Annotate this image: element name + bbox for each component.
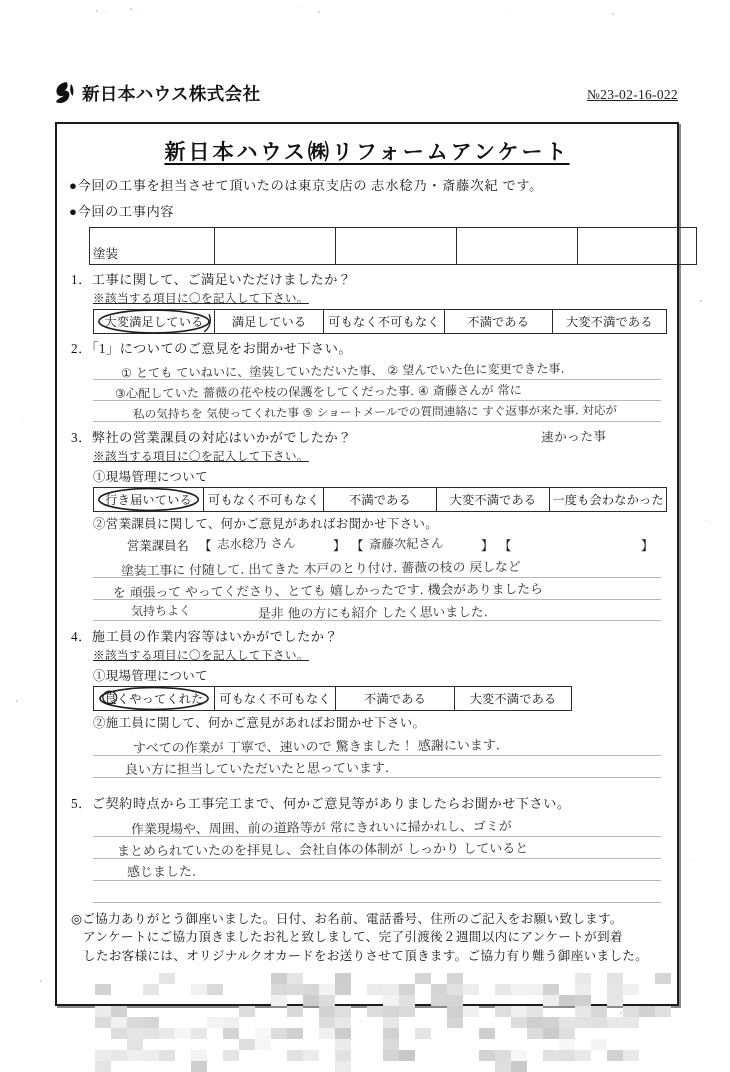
redaction-block <box>479 1028 495 1039</box>
table-row <box>90 228 697 265</box>
staff-bracket-close-3: 】 <box>641 539 654 553</box>
q1-option-0-label: 大変満足している <box>104 315 204 329</box>
redaction-block <box>111 1028 127 1039</box>
redaction-block <box>543 1050 559 1061</box>
redaction-block <box>367 1006 383 1017</box>
staff-bracket-open-3: 【 <box>499 539 512 553</box>
question-3-answer-area[interactable] <box>93 556 661 622</box>
redaction-block <box>335 984 351 995</box>
q1-option-2[interactable]: 可もなく不可もなく <box>324 310 444 334</box>
redaction-block <box>399 984 415 995</box>
q3-option-0[interactable] <box>94 488 204 512</box>
redaction-block <box>367 984 383 995</box>
staff-name-field-row <box>93 534 667 556</box>
question-5-answer-line-1: 作業現場や、周囲、前の道路等が 常にきれいに掃かれし、ゴミが <box>130 819 512 838</box>
redaction-block <box>495 984 511 995</box>
scan-speckle <box>300 6 301 7</box>
redaction-block <box>287 1050 303 1061</box>
scan-speckle <box>22 420 23 421</box>
redaction-block <box>111 1006 127 1017</box>
redaction-block <box>319 995 335 1006</box>
redaction-block <box>95 1050 111 1061</box>
redaction-block <box>383 1050 399 1061</box>
redaction-block <box>143 1028 159 1039</box>
question-3-answer-line-2: を 頑張って やってくださり、とても 嬉しかったです. 機会がありましたら <box>112 582 543 601</box>
footer-line-2: アンケートにご協力頂きましたお礼と致しまして、完了引渡後２週間以内にアンケートが到着 <box>83 930 623 945</box>
q1-option-3[interactable]: 不満である <box>444 310 552 334</box>
redaction-block <box>607 995 623 1006</box>
staff-bracket-open-2: 【 <box>351 539 364 553</box>
redaction-block <box>239 1006 255 1017</box>
work-content-label: ●今回の工事内容 <box>69 204 175 219</box>
redaction-block <box>559 995 575 1006</box>
redaction-block <box>111 1050 127 1061</box>
redaction-block <box>111 1017 127 1028</box>
intro-staff-names: 志水稔乃・斎藤次紀 <box>371 178 499 193</box>
survey-sheet <box>55 122 679 1006</box>
redaction-block <box>559 1028 575 1039</box>
question-4-answer-line-1: すべての作業が 丁寧で、速いので 驚きました！ 感謝にいます. <box>132 738 501 757</box>
redaction-block <box>95 1006 111 1017</box>
redaction-block <box>511 1050 527 1061</box>
redaction-block <box>511 984 527 995</box>
redaction-block <box>319 1017 335 1028</box>
footer-note <box>71 910 667 965</box>
redaction-block <box>335 1017 351 1028</box>
work-content-cell-1[interactable] <box>215 228 336 265</box>
redaction-block <box>335 1028 351 1039</box>
scan-speckle <box>130 8 132 10</box>
scan-speckle <box>40 980 42 982</box>
redaction-block <box>95 1061 111 1072</box>
question-3-note: ※該当する項目に〇を記入して下さい。 <box>93 450 309 463</box>
q3-option-4[interactable]: 一度も会わなかった <box>550 488 667 512</box>
q4-option-0-label: 良くやってくれた <box>104 692 204 706</box>
redaction-block <box>383 1039 399 1050</box>
redaction-block <box>575 995 591 1006</box>
question-5-answer-line-2: まとめられていたのを拝見し、会社自体の体制が しっかり していると <box>116 841 529 860</box>
redaction-block <box>175 1028 191 1039</box>
redaction-block <box>543 995 559 1006</box>
redaction-block <box>319 1028 335 1039</box>
redaction-block <box>511 1017 527 1028</box>
redaction-block <box>287 973 303 984</box>
redaction-block <box>223 1050 239 1061</box>
scan-speckle <box>318 11 320 13</box>
redaction-block <box>543 984 559 995</box>
redaction-block <box>575 1017 591 1028</box>
redaction-block <box>159 973 175 984</box>
redaction-block <box>383 1028 399 1039</box>
scan-speckle <box>690 860 691 861</box>
question-3-answer-note: 気持ちよく <box>130 603 192 619</box>
scan-speckle <box>510 9 511 10</box>
question-4-answer-line-2: 良い方に担当していただいたと思っています. <box>124 761 390 778</box>
question-2-answer-line-1: ① とても ていねいに、塗装していただいた事、 ② 望んでいた色に変更できた事. <box>120 361 565 381</box>
redaction-block <box>95 984 111 995</box>
personal-information-redacted <box>95 973 667 1065</box>
redaction-block <box>415 973 431 984</box>
work-content-table <box>89 227 697 265</box>
redaction-block <box>463 1006 479 1017</box>
redaction-block <box>303 984 319 995</box>
redaction-block <box>399 995 415 1006</box>
redaction-block <box>591 1017 607 1028</box>
redaction-block <box>383 984 399 995</box>
redaction-block <box>287 1028 303 1039</box>
table-row <box>94 687 572 711</box>
redaction-block <box>623 1006 639 1017</box>
redaction-block <box>607 1050 623 1061</box>
redaction-block <box>239 1039 255 1050</box>
q3-option-2[interactable]: 不満である <box>324 488 436 512</box>
company-swirl-logo-icon <box>52 80 78 106</box>
redaction-block <box>143 1050 159 1061</box>
redaction-block <box>127 1039 143 1050</box>
redaction-block <box>223 1028 239 1039</box>
redaction-block <box>303 1050 319 1061</box>
redaction-block <box>127 1017 143 1028</box>
redaction-block <box>655 1006 671 1017</box>
redaction-block <box>575 1006 591 1017</box>
q4-option-3[interactable]: 大変不満である <box>455 687 572 711</box>
redaction-block <box>479 1050 495 1061</box>
question-2-answer-area[interactable] <box>93 359 661 423</box>
redaction-block <box>607 973 623 984</box>
redaction-block <box>447 973 463 984</box>
redaction-block <box>95 1017 111 1028</box>
redaction-block <box>527 984 543 995</box>
question-1-scale <box>93 309 667 334</box>
redaction-block <box>127 1050 143 1061</box>
redaction-block <box>287 984 303 995</box>
question-2-answer-line-2: ③心配していた 薔薇の花や枝の保護をしてくだった事. ④ 斎藤さんが 常に <box>114 383 522 401</box>
scan-speckle <box>612 13 614 15</box>
q4-option-2[interactable]: 不満である <box>336 687 455 711</box>
question-4-text: 4．施工員の作業内容等はいかがでしたか？ <box>71 629 339 644</box>
question-3-subheading-2: ②営業課員に関して、何かご意見があればお聞かせ下さい。 <box>93 517 439 531</box>
redaction-block <box>335 1006 351 1017</box>
staff-name-2[interactable]: 斎藤次紀さん <box>368 535 444 552</box>
question-4-subheading-2: ②施工員に関して、何かご意見があればお聞かせ下さい。 <box>93 716 426 730</box>
question-3-scale <box>93 487 667 512</box>
redaction-block <box>335 973 351 984</box>
scan-speckle <box>96 10 98 12</box>
redaction-block <box>383 995 399 1006</box>
staff-name-1[interactable]: 志水稔乃 さん <box>216 535 296 552</box>
redaction-block <box>495 1006 511 1017</box>
scan-speckle <box>706 520 707 521</box>
redaction-block <box>399 1050 415 1061</box>
redaction-block <box>271 984 287 995</box>
question-1-text: 1．工事に関して、ご満足いただけましたか？ <box>71 272 352 287</box>
q3-option-3[interactable]: 大変不満である <box>436 488 550 512</box>
redaction-block <box>271 995 287 1006</box>
work-content-cell-4[interactable] <box>578 228 697 265</box>
document-number: №23-02-16-022 <box>586 87 678 102</box>
redaction-block <box>591 1006 607 1017</box>
question-4-note: ※該当する項目に〇を記入して下さい。 <box>93 649 309 662</box>
q4-option-1[interactable]: 可もなく不可もなく <box>215 687 336 711</box>
redaction-block <box>223 1017 239 1028</box>
company-logo <box>52 80 260 106</box>
redaction-block <box>447 995 463 1006</box>
redaction-block <box>207 1017 223 1028</box>
staff-bracket-close-1: 】 <box>333 539 346 553</box>
footer-line-3: したお客様には、オリジナルクオカードをお送りさせて頂きます。ご協力有り難う御座いました。 <box>83 948 649 963</box>
redaction-block <box>335 1050 351 1061</box>
scan-speckle <box>104 12 105 13</box>
scan-speckle <box>700 300 702 302</box>
redaction-block <box>543 1017 559 1028</box>
redaction-block <box>495 1050 511 1061</box>
redaction-block <box>511 1006 527 1017</box>
redaction-block <box>639 1006 655 1017</box>
redaction-block <box>335 1039 351 1050</box>
scan-speckle <box>142 14 143 15</box>
redaction-block <box>319 1006 335 1017</box>
q1-option-0[interactable] <box>94 310 215 334</box>
redaction-block <box>447 1017 463 1028</box>
redaction-block <box>191 1061 207 1072</box>
question-2-answer-line-3: 私の気持ちを 気使ってくれた事 ⑤ ショートメールでの質問連絡に すぐ返事が来た事. 対応が <box>132 402 618 422</box>
redaction-block <box>431 995 447 1006</box>
redaction-block <box>447 1006 463 1017</box>
table-row <box>94 488 667 512</box>
question-2-answer-overflow: 速かった事 <box>540 428 607 445</box>
redaction-block <box>543 1028 559 1039</box>
staff-bracket-close-2: 】 <box>481 539 494 553</box>
question-2-text: 2．「1」についてのご意見をお聞かせ下さい。 <box>71 341 353 356</box>
redaction-block <box>559 1039 575 1050</box>
intro-line <box>69 175 667 194</box>
staff-bracket-open-1: 【 <box>199 539 212 553</box>
redaction-block <box>623 984 639 995</box>
question-1-note: ※該当する項目に〇を記入して下さい。 <box>93 292 309 305</box>
work-content-cell-0[interactable]: 塗装 <box>90 228 215 265</box>
q4-option-0[interactable] <box>94 687 215 711</box>
redaction-block <box>431 984 447 995</box>
question-3-answer-line-1: 塗装工事に 付随して. 出てきた 木戸のとり付け. 薔薇の枝の 戻しなど <box>120 559 521 580</box>
question-3-text <box>71 427 667 446</box>
redaction-block <box>527 1017 543 1028</box>
redaction-block <box>255 1028 271 1039</box>
intro-prefix: ●今回の工事を担当させて頂いたのは東京支店の <box>69 178 368 193</box>
redaction-block <box>591 1039 607 1050</box>
redaction-block <box>159 1028 175 1039</box>
redaction-block <box>159 1050 175 1061</box>
table-row <box>94 310 667 334</box>
redaction-block <box>335 1061 351 1072</box>
question-4-answer-area[interactable] <box>93 733 661 779</box>
work-content-cell-2[interactable] <box>336 228 457 265</box>
redaction-block <box>463 984 479 995</box>
redaction-block <box>271 1028 287 1039</box>
footer-line-1: ◎ご協力ありがとう御座いました。日付、お名前、電話番号、住所のご記入をお願い致します。 <box>71 912 623 926</box>
question-3-answer-line-3: 是非 他の方にも紹介 したく思いました. <box>257 605 488 622</box>
intro-suffix: です。 <box>502 178 543 193</box>
redaction-block <box>383 1017 399 1028</box>
redaction-block <box>255 1039 271 1050</box>
redaction-block <box>319 984 335 995</box>
work-content-cell-3[interactable] <box>457 228 578 265</box>
redaction-block <box>287 1006 303 1017</box>
question-5-answer-area[interactable] <box>93 814 661 904</box>
redaction-block <box>271 973 287 984</box>
redaction-block <box>559 1050 575 1061</box>
redaction-block <box>655 973 671 984</box>
redaction-block <box>383 1006 399 1017</box>
scan-speckle <box>16 700 18 702</box>
redaction-block <box>623 1050 639 1061</box>
company-name: 新日本ハウス株式会社 <box>82 84 261 105</box>
redaction-block <box>303 995 319 1006</box>
redaction-block <box>559 1017 575 1028</box>
redaction-block <box>415 1028 431 1039</box>
q1-option-4[interactable]: 大変不満である <box>552 310 666 334</box>
redaction-block <box>127 1028 143 1039</box>
question-5-text: 5．ご契約時点から工事完工まで、何かご意見等がありましたらお聞かせ下さい。 <box>71 796 571 811</box>
question-5-answer-line-3: 感じました. <box>126 864 197 881</box>
redaction-block <box>575 984 591 995</box>
question-3-label: 3．弊社の営業課員の対応はいかがでしたか？ <box>71 430 352 445</box>
redaction-block <box>191 1028 207 1039</box>
question-4-scale <box>93 686 572 711</box>
redaction-block <box>399 1006 415 1017</box>
redaction-block <box>623 1017 639 1028</box>
redaction-block <box>607 1017 623 1028</box>
redaction-block <box>191 1050 207 1061</box>
redaction-block <box>207 984 223 995</box>
q1-option-1[interactable]: 満足している <box>214 310 323 334</box>
document-header <box>52 80 678 114</box>
staff-field-label: 営業課員名 <box>127 539 189 553</box>
page-title: 新日本ハウス㈱リフォームアンケート <box>164 140 570 164</box>
q3-option-0-label: 行き届いている <box>105 493 192 507</box>
redaction-block <box>607 984 623 995</box>
redaction-block <box>143 984 159 995</box>
redaction-block <box>527 1028 543 1039</box>
redaction-block <box>575 1050 591 1061</box>
q3-option-1[interactable]: 可もなく不可もなく <box>204 488 324 512</box>
question-3-subheading-1: ①現場管理について <box>93 470 208 484</box>
redaction-block <box>143 1017 159 1028</box>
redaction-block <box>191 984 207 995</box>
redaction-block <box>575 973 591 984</box>
redaction-block <box>511 1061 527 1072</box>
question-4-subheading-1: ①現場管理について <box>93 669 208 683</box>
redaction-block <box>527 1006 543 1017</box>
redaction-block <box>447 984 463 995</box>
redaction-block <box>495 1061 511 1072</box>
